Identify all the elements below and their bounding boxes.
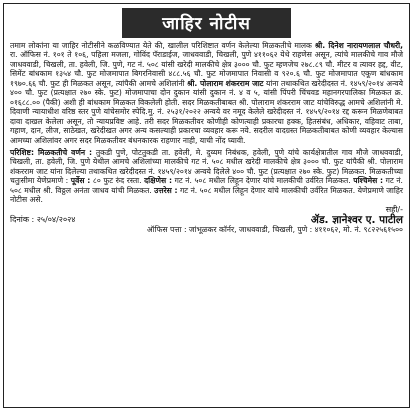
para1-intro: तमाम लोकांना या जाहिर नोटीसीने कळविण्यात येते की, खालील परिशिष्टात वर्णन केलेल्या मिळकतीचे मालक [10, 41, 312, 50]
south-text: गट नं. ५०८ मधील लिहून देणार यांचे मालकीची उर्वरित मिळकत. [174, 176, 351, 186]
para1-dispute: यांना तथाकथित खरेदीदस्त नं. १४५९/२०१४ अन्वये ४०० चौ. फुट (प्रत्यक्षात २७० स्के. फुट) मोजमापाचा दोन दुकान यांसी दुकान नं. ४ व ५, यांसी पिंपरी चिंचवड महानगरपालिका मिळकत क्र. ०१६८८.०० (पैकी) अशी ही बांधकाम मिळकत विकलेली होती. सदर मिळकतीबाबत श्री. पोलाराम शंकरराम जाट यांचेविरुद्ध आमचे अशिलांनी मे. दिवाणी न्यायाधीश वरिष्ठ स्तर पुणे यांचेसमोर स्पेदि.मु. नं. २५३१/२०२२ अन्वये वर नमूद केलेले खरेदीदस्त नं. १४५९/२०१४ रद्द करून मिळणेबाबत दावा दाखल केलेला असून, तो न्यायप्रविष्ट आहे. तरी सदर मिळकतीवर कोणीही कोणत्याही प्रकारचा हक्क, हितसंबंध, अधिकार, वहिवाट ताबा, गहाण, दान, लीज, साठेखत, खरेदीखत अगर अन्य कसल्याही प्रकारचा व्यवहार करू नये. सदरील वादग्रस्त मिळकतीबाबत कोणी व्यवहार केल्यास आमच्या अशिलांवर अगर सदर मिळकतीवर बंधनकारक राहणार नाही, याची नोंद घ्यावी. [10, 78, 403, 145]
schedule [4, 145, 409, 205]
buyer-name: श्री. पोलाराम शंकरराम जाट [187, 78, 264, 88]
notice-title: जाहिर नोटीस [122, 8, 291, 38]
notice-date: दिनांक : २५/०४/२०२४ [10, 214, 76, 224]
office-address: ऑफिस पत्ता : जांभूळकर कॉर्नर, जाधववाडी, चिखली, पुणे : ४११०६२, मो. नं. ९८२२५६१५०० [146, 224, 403, 234]
north-label: उत्तरेस : [154, 185, 178, 195]
west-label: पश्चिमेस : [353, 176, 384, 186]
para1-owner-details: रा. ऑफिस नं. १०१ ते १०६, पहिला मजला, गोविंद पॅराडाईज, जाधववाडी, चिखली, पुणे ४११०६२ येथे राहणेस असून, त्यांचे मालकीचे गाव मौजे जाधववाडी, चिखली, ता. हवेली, जि. पुणे, गट नं. ५०८ यांसी खरेदी मालकीचे क्षेत्र ३००० चौ. फुट म्हणजेच २७८.८९ चौ. मीटर व त्यावर हद्द, वीट, सिमेंट बांधकाम १३५४ चौ. फुट मोजमापात बिगरनिवासी ४८८.५६ चौ. फुट मोजमापात निवासी व ९२०.६ चौ. फुट मोजमापात एकूण बांधकाम १९७०.६६ चौ. फुट ही मिळकत असून, त्यांपैकी आमचे अशिलांनी [10, 50, 403, 88]
west-text: गट नं. ५०८ मधील श्री. विठ्ठल अनंता जाधव यांची मिळकत. [10, 176, 403, 195]
schedule-label: परिशिष्ट: मिळकतीचे वर्णन : [10, 147, 93, 157]
public-notice [3, 3, 410, 408]
advocate-name: ॲड. ज्ञानेश्वर ए. पाटील [310, 213, 403, 226]
owner-name: श्री. दिनेश नारायणलाल चौधरी, [314, 41, 403, 50]
east-text: ८० फुट रुंद रस्ता. [92, 176, 142, 186]
east-label: पूर्वेस : [70, 176, 91, 186]
signature-mark: सही/- [385, 204, 403, 214]
south-label: दक्षिणेस : [144, 176, 173, 186]
notice-body [4, 38, 409, 145]
title-wrap [4, 8, 409, 38]
schedule-text: तुकडी पुणे, पोटतुकडी ता. हवेली, मे. दुय्यम निबंधक, हवेली, पुणे यांचे कार्यक्षेत्रातील गाव मौजे जाधववाडी, चिखली, ता. हवेली, जि. पुणे येथील आमचे अशिलांच्या मालकीचे गट नं. ५०८ मधील खरेदी मालकीचे क्षेत्र ३००० चौ. फुट यांपैकी श्री. पोलाराम शंकरराम जाट यांना दिलेल्या तथाकथित खरेदीदस्त नं. १४५९/२०१४ अन्वये दिलेले ४०० चौ. फुट (प्रत्यक्षात २७० स्के. फुट) मिळकत. मिळकतीच्या चतुःसीमा येणेप्रमाणे : [10, 147, 403, 186]
north-text: गट नं. ५०८ मधील लिहून देणार यांचे मालकीची उर्वरित मिळकत. येणेप्रमाणे जाहिर नोटीस असे. [10, 185, 403, 205]
date-advocate-row [4, 215, 409, 225]
